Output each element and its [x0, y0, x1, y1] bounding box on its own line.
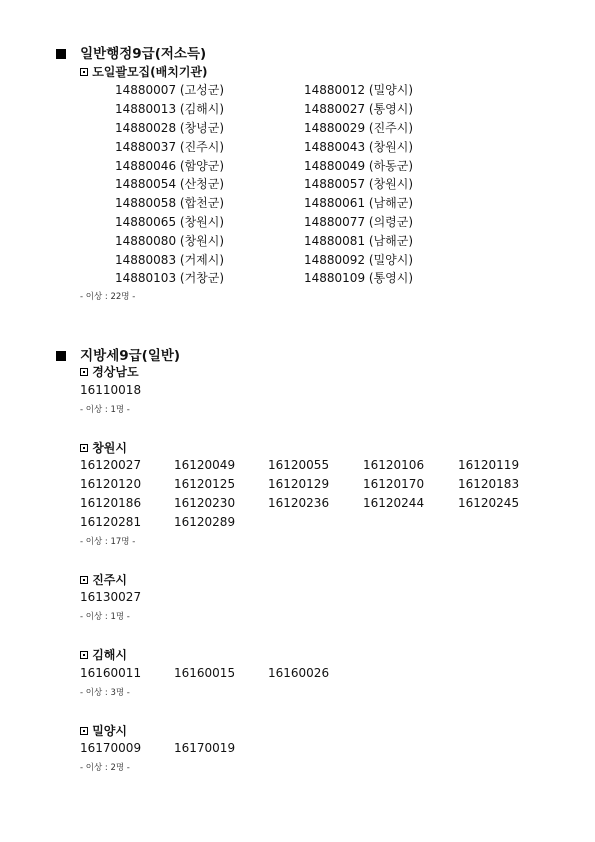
list-item: 14880058 (합천군) — [115, 196, 225, 210]
list-item: 14880092 (밀양시) — [304, 253, 414, 267]
list-item: 16120027 — [80, 458, 142, 472]
list-item: 14880083 (거제시) — [115, 253, 225, 267]
count-note: - 이상 : 17명 - — [80, 537, 136, 547]
section-title: 일반행정9급(저소득) — [80, 46, 207, 62]
count-note: - 이상 : 22명 - — [80, 292, 136, 302]
list-item: 14880029 (진주시) — [304, 121, 414, 135]
list-item: 16120106 — [363, 458, 425, 472]
list-item: 16160015 — [174, 666, 236, 680]
subsection-title: 김해시 — [92, 648, 127, 662]
list-item: 16120125 — [174, 477, 236, 491]
list-item: 14880077 (의령군) — [304, 215, 414, 229]
list-item: 16120281 — [80, 515, 142, 529]
list-item: 14880028 (창녕군) — [115, 121, 225, 135]
list-item: 16120236 — [268, 496, 330, 510]
list-item: 16120289 — [174, 515, 236, 529]
subsection-title: 경상남도 — [92, 365, 139, 379]
list-item: 14880057 (창원시) — [304, 177, 414, 191]
list-item: 16120055 — [268, 458, 330, 472]
list-item: 16110018 — [80, 383, 142, 397]
list-item: 16130027 — [80, 590, 142, 604]
list-item: 14880027 (통영시) — [304, 102, 414, 116]
list-item: 14880065 (창원시) — [115, 215, 225, 229]
subsection-title: 도일괄모집(배치기관) — [92, 65, 208, 79]
list-item: 16120245 — [458, 496, 520, 510]
list-item: 14880043 (창원시) — [304, 140, 414, 154]
list-item: 16120119 — [458, 458, 520, 472]
list-item: 14880109 (통영시) — [304, 271, 414, 285]
list-item: 14880007 (고성군) — [115, 83, 225, 97]
count-note: - 이상 : 3명 - — [80, 688, 130, 698]
list-item: 14880049 (하동군) — [304, 159, 414, 173]
count-note: - 이상 : 1명 - — [80, 612, 130, 622]
count-note: - 이상 : 1명 - — [80, 405, 130, 415]
list-item: 14880013 (김해시) — [115, 102, 225, 116]
list-item: 14880080 (창원시) — [115, 234, 225, 248]
list-item: 16160026 — [268, 666, 330, 680]
square-bullet-icon — [80, 727, 88, 735]
square-bullet-icon — [80, 651, 88, 659]
list-item: 16120183 — [458, 477, 520, 491]
list-item: 16120186 — [80, 496, 142, 510]
list-item: 14880012 (밀양시) — [304, 83, 414, 97]
subsection-heading — [80, 363, 139, 380]
square-bullet-icon — [80, 68, 88, 76]
list-item: 16170019 — [174, 741, 236, 755]
section-heading — [56, 344, 180, 364]
filled-square-icon — [56, 49, 66, 59]
square-bullet-icon — [80, 444, 88, 452]
subsection-heading — [80, 722, 127, 739]
list-item: 14880037 (진주시) — [115, 140, 225, 154]
list-item: 16120170 — [363, 477, 425, 491]
subsection-heading — [80, 439, 127, 456]
list-item: 14880054 (산청군) — [115, 177, 225, 191]
subsection-heading — [80, 63, 208, 80]
section-title: 지방세9급(일반) — [80, 348, 181, 364]
subsection-heading — [80, 571, 127, 588]
subsection-heading — [80, 646, 127, 663]
list-item: 16170009 — [80, 741, 142, 755]
list-item: 16120244 — [363, 496, 425, 510]
list-item: 16120049 — [174, 458, 236, 472]
section-heading — [56, 42, 206, 62]
list-item: 14880061 (남해군) — [304, 196, 414, 210]
list-item: 14880081 (남해군) — [304, 234, 414, 248]
list-item: 16120129 — [268, 477, 330, 491]
list-item: 14880103 (거창군) — [115, 271, 225, 285]
list-item: 14880046 (함양군) — [115, 159, 225, 173]
square-bullet-icon — [80, 576, 88, 584]
list-item: 16120230 — [174, 496, 236, 510]
filled-square-icon — [56, 351, 66, 361]
list-item: 16120120 — [80, 477, 142, 491]
square-bullet-icon — [80, 368, 88, 376]
subsection-title: 진주시 — [92, 573, 127, 587]
subsection-title: 밀양시 — [92, 724, 127, 738]
count-note: - 이상 : 2명 - — [80, 763, 130, 773]
subsection-title: 창원시 — [92, 441, 127, 455]
list-item: 16160011 — [80, 666, 142, 680]
